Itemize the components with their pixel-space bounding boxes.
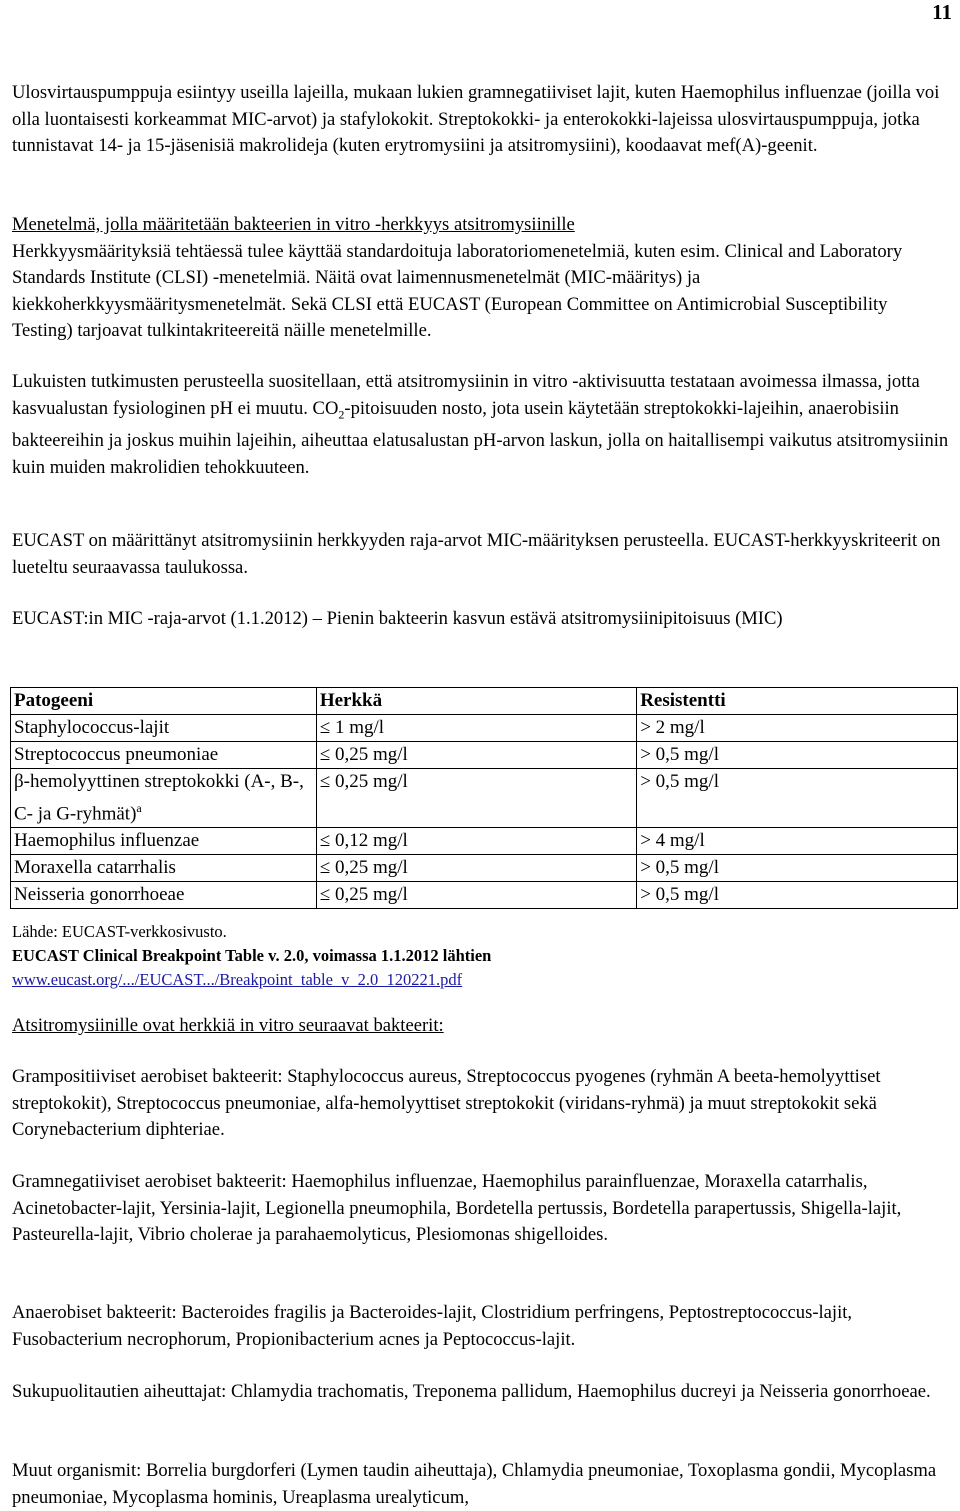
table-row [11, 742, 958, 769]
gramnegative-paragraph: Gramnegatiiviset aerobiset bakteerit: Haemophilus influenzae, Haemophilus parainfluenzae, Moraxella catarrhalis, Acinetobacter-lajit, Yersinia-lajit, Legionella pneumophila, Bordetella pertussis, Bordetella parapertussis, Shigella-lajit, Pasteurella-lajit, Vibrio cholerae ja parahaemolyticus, Plesiomonas shigelloides. [12, 1171, 902, 1246]
susceptible-cell: ≤ 0,25 mg/l [316, 769, 636, 828]
susceptible-cell: ≤ 1 mg/l [316, 715, 636, 742]
pathogen-cell: Staphylococcus-lajit [11, 715, 317, 742]
source-link[interactable]: www.eucast.org/.../EUCAST.../Breakpoint_table_v_2.0_120221.pdf [12, 970, 463, 989]
source-block [12, 920, 491, 992]
anaerobic-paragraph: Anaerobiset bakteerit: Bacteroides fragilis ja Bacteroides-lajit, Clostridium perfringens, Peptostreptococcus-lajit, Fusobacterium necrophorum, Propionibacterium acnes ja Peptococcus-lajit. [12, 1302, 853, 1350]
resistant-cell: > 0,5 mg/l [637, 882, 958, 909]
resistant-cell: > 2 mg/l [637, 715, 958, 742]
footnote-marker: a [136, 801, 142, 815]
grampositive-paragraph: Grampositiiviset aerobiset bakteerit: Staphylococcus aureus, Streptococcus pyogenes (ryhmän A beeta-hemolyyttiset streptokokit), Streptococcus pneumoniae, alfa-hemolyyttiset streptokokit (viridans-ryhmä) ja muut streptokokit sekä Corynebacterium diphteriae. [12, 1066, 881, 1141]
susceptible-cell: ≤ 0,25 mg/l [316, 742, 636, 769]
eucast-paragraph: EUCAST on määrittänyt atsitromysiinin herkkyyden raja-arvot MIC-määrityksen perusteella. EUCAST-herkkyyskriteerit on lueteltu seuraavassa taulukossa. [12, 530, 941, 578]
method-section [12, 212, 952, 345]
anaerobic-block [12, 1300, 952, 1353]
source-title: EUCAST Clinical Breakpoint Table v. 2.0, voimassa 1.1.2012 lähtien [12, 946, 492, 965]
co2-paragraph-part2: -pitoisuuden nosto, jota usein käytetään streptokokki-lajeihin, anaerobisiin bakteereihin ja joskus muihin lajeihin, aiheuttaa elatusalustan pH-arvon laskun, jolla on haitallisempi vaikutus atsitromysiinin kuin muiden makrolidien tehokkuuteen. [12, 397, 949, 478]
other-organisms-block [12, 1458, 952, 1511]
header-susceptible: Herkkä [316, 688, 636, 715]
table-row [11, 769, 958, 828]
co2-section [12, 369, 952, 481]
std-block [12, 1379, 952, 1406]
resistant-cell: > 0,5 mg/l [637, 855, 958, 882]
co2-paragraph [12, 369, 952, 481]
intro-paragraph [12, 80, 952, 160]
resistant-cell: > 0,5 mg/l [637, 742, 958, 769]
table-row [11, 855, 958, 882]
eucast-intro [12, 528, 952, 581]
co2-paragraph-part1: Lukuisten tutkimusten perusteella suositellaan, että atsitromysiinin in vitro -aktivisuutta testataan avoimessa ilmassa, jotta kasvualustan fysiologinen pH ei muutu. CO [12, 371, 920, 419]
pathogen-text: β-hemolyyttinen streptokokki (A-, B-, C- ja G-ryhmät) [14, 771, 304, 825]
resistant-cell: > 0,5 mg/l [637, 769, 958, 828]
susceptible-heading-block [12, 1013, 952, 1040]
pathogen-cell [11, 769, 317, 828]
efflux-pump-paragraph: Ulosvirtauspumppuja esiintyy useilla lajeilla, mukaan lukien gramnegatiiviset lajit, kuten Haemophilus influenzae (joilla voi olla luontaisesti korkeammat MIC-arvot) ja stafylokokit. Streptokokki- ja enterokokki-lajeissa ulosvirtauspumppuja, jotka tunnistavat 14- ja 15-jäsenisiä makrolideja (kuten erytromysiini ja atsitromysiini), koodaavat mef(A)-geenit. [12, 82, 940, 157]
table-caption-block [12, 606, 952, 633]
page-number: 11 [932, 0, 952, 24]
pathogen-cell: Neisseria gonorrhoeae [11, 882, 317, 909]
pathogen-cell: Haemophilus influenzae [11, 828, 317, 855]
method-paragraph: Herkkyysmäärityksiä tehtäessä tulee käyttää standardoituja laboratoriomenetelmiä, kuten esim. Clinical and Laboratory Standards Institute (CLSI) -menetelmiä. Näitä ovat laimennusmenetelmät (MIC-määritys) ja kiekkoherkkyysmääritysmenetelmät. Sekä CLSI että EUCAST (European Committee on Antimicrobial Susceptibility Testing) tarjoavat tulkintakriteereitä näille menetelmille. [12, 240, 903, 342]
table-row [11, 828, 958, 855]
susceptible-cell: ≤ 0,12 mg/l [316, 828, 636, 855]
table-caption: EUCAST:in MIC -raja-arvot (1.1.2012) – Pienin bakteerin kasvun estävä atsitromysiinipitoisuus (MIC) [12, 608, 783, 629]
susceptible-cell: ≤ 0,25 mg/l [316, 855, 636, 882]
resistant-cell: > 4 mg/l [637, 828, 958, 855]
mic-breakpoint-table [10, 687, 958, 909]
susceptible-cell: ≤ 0,25 mg/l [316, 882, 636, 909]
other-organisms-paragraph: Muut organismit: Borrelia burgdorferi (Lymen taudin aiheuttaja), Chlamydia pneumoniae, Toxoplasma gondii, Mycoplasma pneumoniae, Mycoplasma hominis, Ureaplasma urealyticum, [12, 1460, 937, 1508]
table-row [11, 715, 958, 742]
susceptible-heading: Atsitromysiinille ovat herkkiä in vitro seuraavat bakteerit: [12, 1015, 444, 1036]
pathogen-cell: Streptococcus pneumoniae [11, 742, 317, 769]
gramnegative-block [12, 1169, 952, 1249]
source-label: Lähde: EUCAST-verkkosivusto. [12, 922, 227, 941]
std-paragraph: Sukupuolitautien aiheuttajat: Chlamydia trachomatis, Treponema pallidum, Haemophilus ducreyi ja Neisseria gonorrhoeae. [12, 1381, 931, 1402]
co2-subscript: 2 [338, 407, 345, 422]
header-resistant: Resistentti [637, 688, 958, 715]
table-header-row [11, 688, 958, 715]
pathogen-cell: Moraxella catarrhalis [11, 855, 317, 882]
header-pathogen: Patogeeni [11, 688, 317, 715]
table-row [11, 882, 958, 909]
method-heading: Menetelmä, jolla määritetään bakteerien in vitro -herkkyys atsitromysiinille [12, 214, 575, 235]
grampositive-block [12, 1064, 952, 1144]
